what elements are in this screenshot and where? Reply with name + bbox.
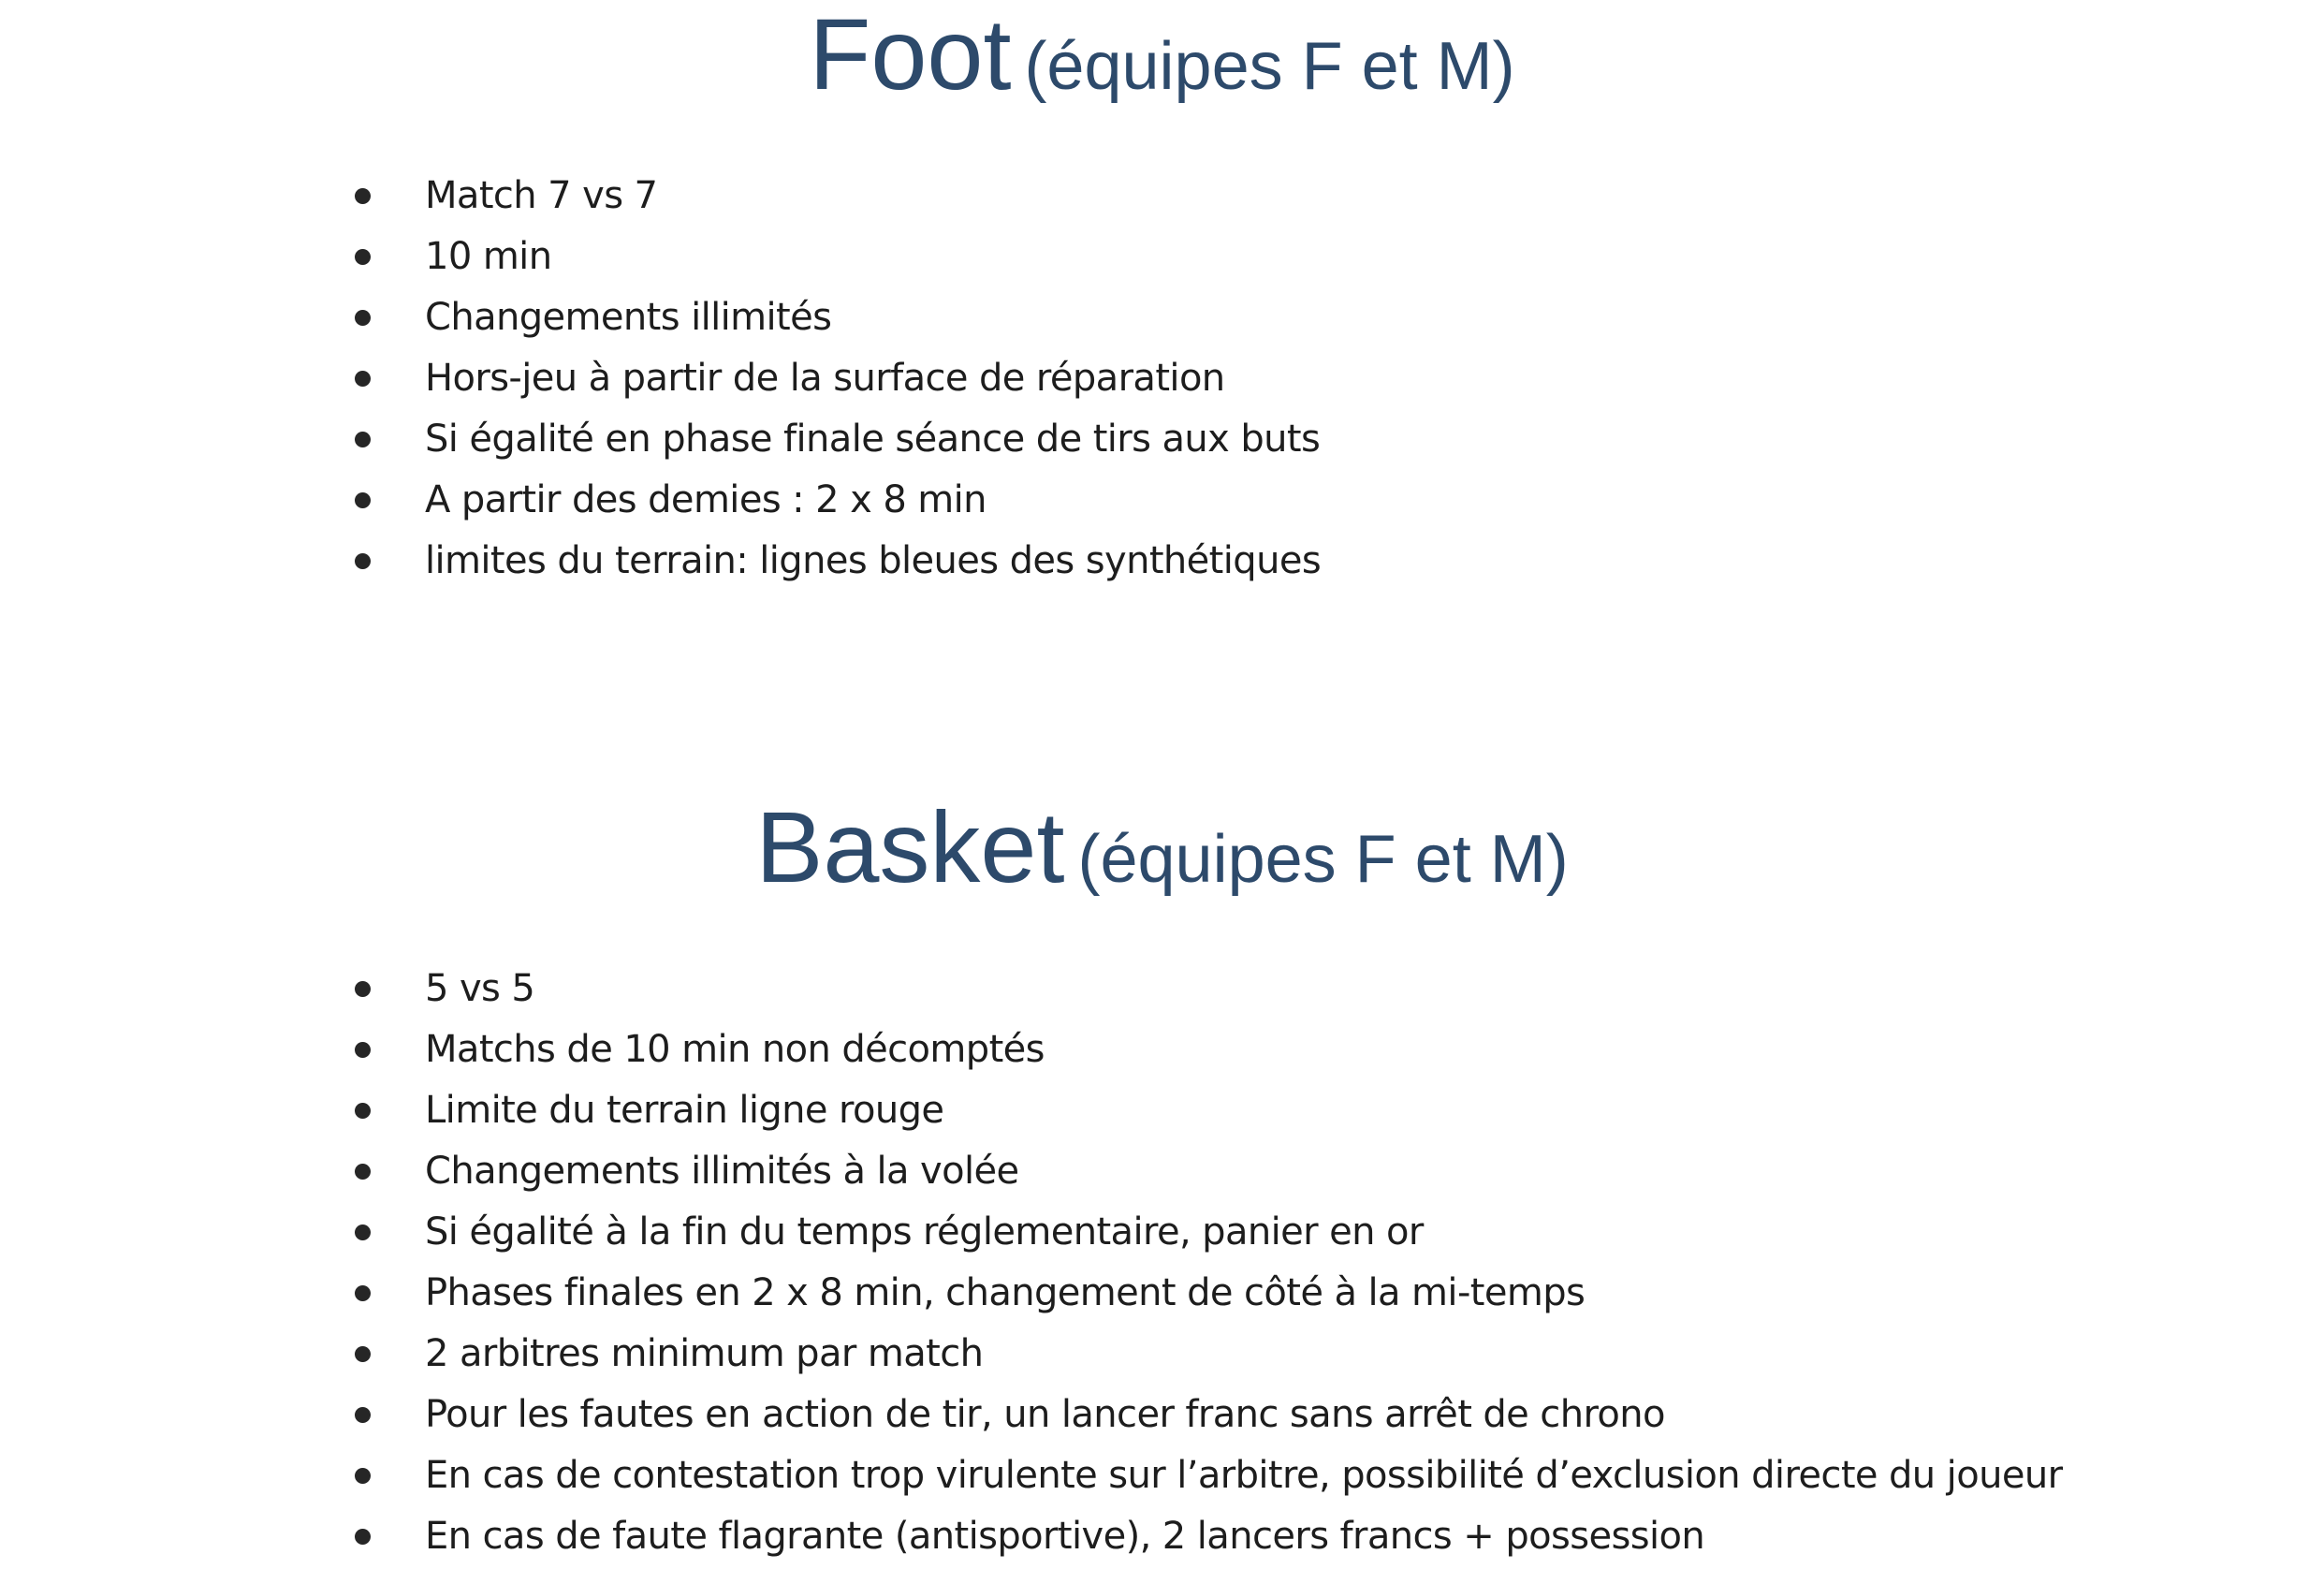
- foot-rule-text: Hors-jeu à partir de la surface de réparation: [425, 357, 1225, 400]
- basket-rule-text: Pour les fautes en action de tir, un lancer franc sans arrêt de chrono: [425, 1393, 1665, 1436]
- bullet-icon: [355, 371, 371, 387]
- basket-title: Basket: [755, 790, 1065, 903]
- bullet-icon: [355, 1468, 371, 1484]
- bullet-icon: [355, 553, 371, 569]
- bullet-icon: [355, 1103, 371, 1119]
- bullet-icon: [355, 432, 371, 447]
- bullet-icon: [355, 188, 371, 204]
- bullet-icon: [355, 492, 371, 508]
- basket-rule-text: 5 vs 5: [425, 967, 535, 1010]
- basket-rule-text: En cas de contestation trop virulente sur l’arbitre, possibilité d’exclusion directe du joueur: [425, 1454, 2063, 1497]
- bullet-icon: [355, 249, 371, 265]
- bullet-icon: [355, 1346, 371, 1362]
- basket-rule-text: Phases finales en 2 x 8 min, changement de côté à la mi-temps: [425, 1271, 1586, 1314]
- bullet-icon: [355, 1529, 371, 1545]
- basket-rule-text: Limite du terrain ligne rouge: [425, 1089, 944, 1132]
- foot-subtitle: (équipes F et M): [1024, 29, 1515, 104]
- foot-title: Foot: [809, 0, 1012, 110]
- foot-rule-text: 10 min: [425, 235, 552, 278]
- bullet-icon: [355, 310, 371, 326]
- basket-rule-text: Changements illimités à la volée: [425, 1150, 1019, 1193]
- basket-rule-text: En cas de faute flagrante (antisportive), 2 lancers francs + possession: [425, 1515, 1705, 1558]
- bullet-icon: [355, 981, 371, 997]
- bullet-icon: [355, 1164, 371, 1180]
- basket-rule-text: Matchs de 10 min non décomptés: [425, 1028, 1045, 1071]
- foot-rule-text: Match 7 vs 7: [425, 174, 658, 217]
- foot-rule-text: Si égalité en phase finale séance de tirs aux buts: [425, 418, 1321, 461]
- basket-rule-text: 2 arbitres minimum par match: [425, 1332, 984, 1375]
- basket-heading: [0, 790, 2324, 903]
- basket-subtitle: (équipes F et M): [1077, 822, 1569, 897]
- basket-rule-text: Si égalité à la fin du temps réglementaire, panier en or: [425, 1210, 1424, 1254]
- foot-rule-text: limites du terrain: lignes bleues des synthétiques: [425, 539, 1322, 582]
- bullet-icon: [355, 1285, 371, 1301]
- foot-heading: [0, 0, 2324, 110]
- bullet-icon: [355, 1224, 371, 1240]
- foot-rule-text: A partir des demies : 2 x 8 min: [425, 478, 987, 521]
- foot-rule-text: Changements illimités: [425, 296, 832, 339]
- bullet-icon: [355, 1042, 371, 1058]
- bullet-icon: [355, 1407, 371, 1423]
